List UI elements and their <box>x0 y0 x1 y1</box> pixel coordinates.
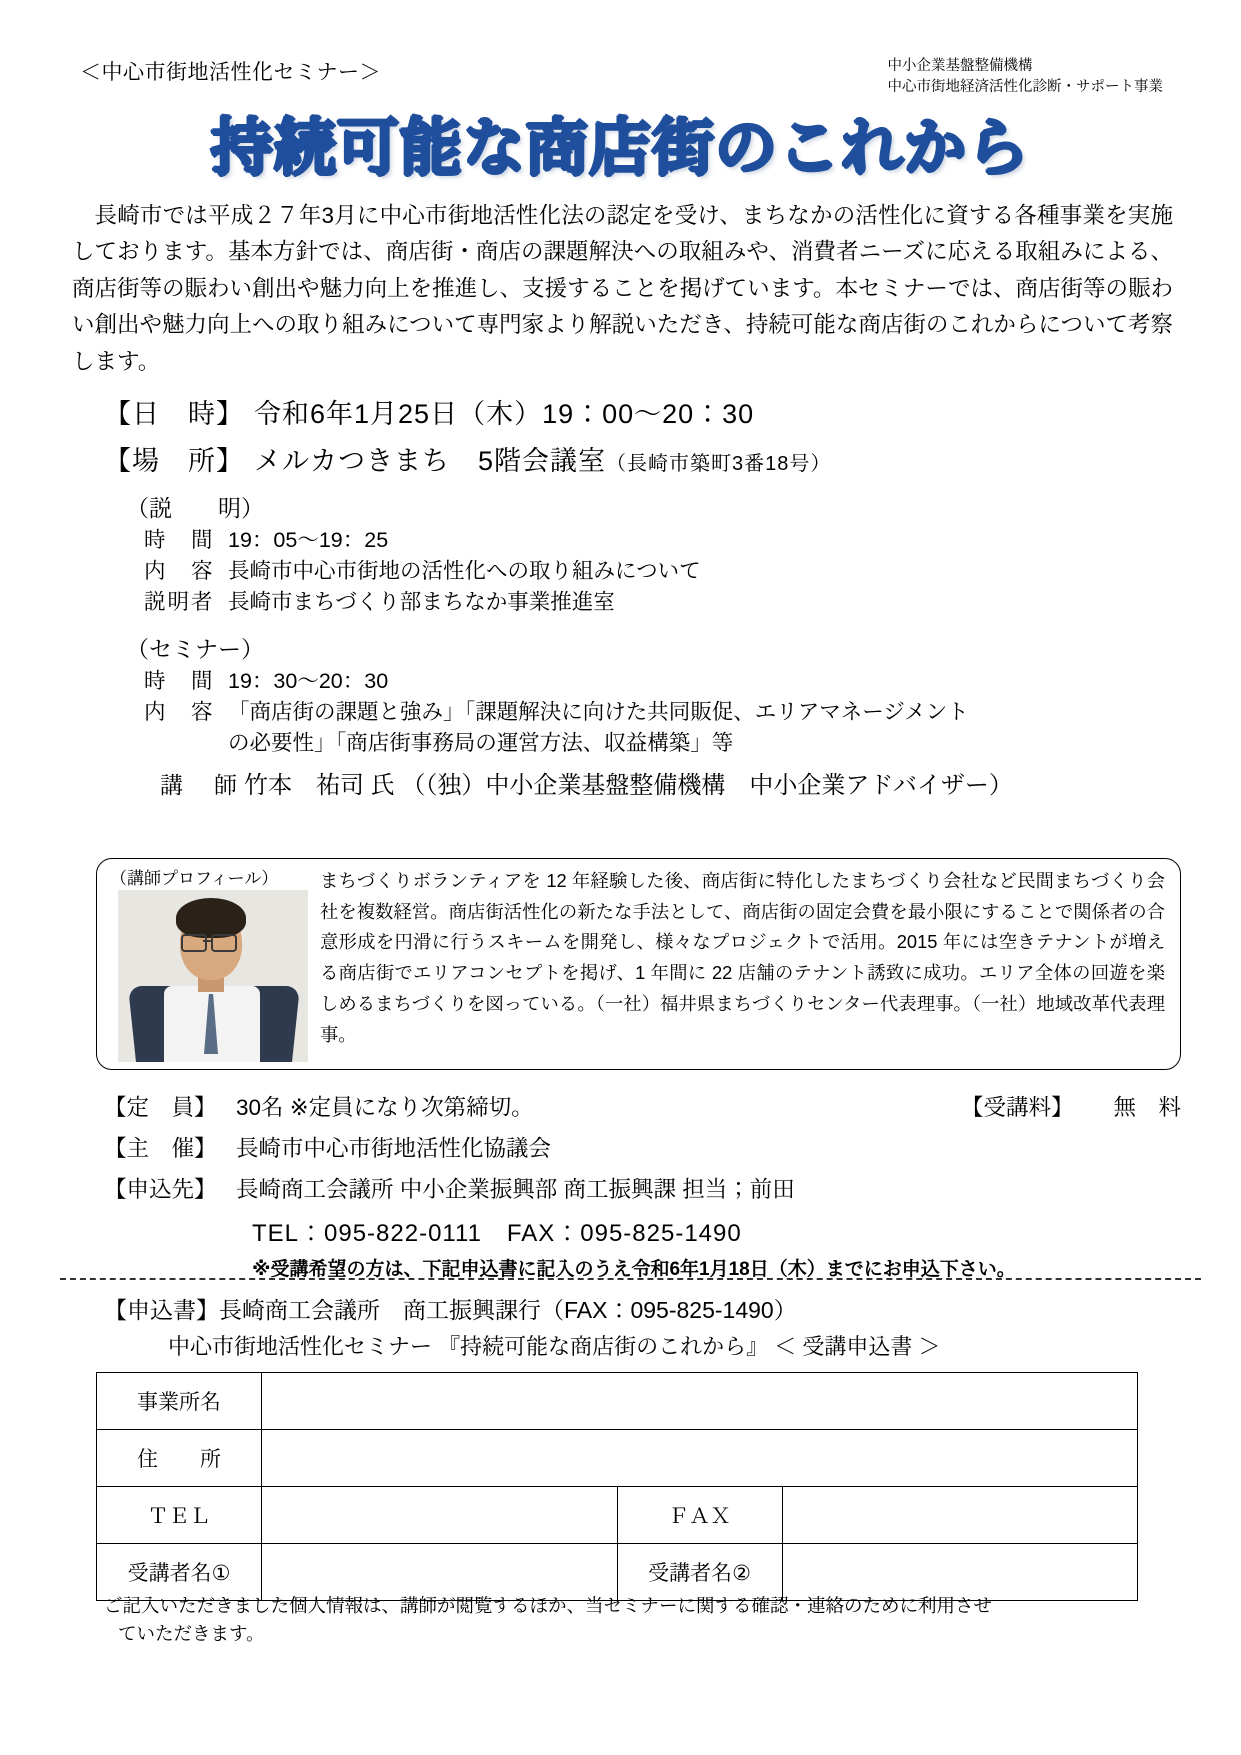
place-value: メルカつきまち 5階会議室 <box>254 446 607 476</box>
section-2-row <box>144 697 1181 728</box>
seminar-tag: ＜中心市街地活性化セミナー＞ <box>80 61 381 84</box>
privacy-footnote-line-1: ご記入いただきました個人情報は、講師が閲覧するほか、当セミナーに関する確認・連絡のために利用させ <box>104 1595 993 1616</box>
section-1-row-key: 説明者 <box>144 590 215 615</box>
section-1-row <box>144 525 1181 556</box>
host-label: 【主 催】 <box>104 1136 217 1161</box>
lecturer-value: 竹本 祐司 氏 （（独）中小企業基盤整備機構 中小企業アドバイザー） <box>244 772 1013 800</box>
section-2-row-key: 時 間 <box>144 668 215 693</box>
organizer-block <box>888 56 1172 98</box>
application-deadline: ※受講希望の方は、下記申込書に記入のうえ令和6年1月18日（木）までにお申込下さい。 <box>252 1259 1016 1280</box>
intro-paragraph: 長崎市では平成２７年3月に中心市街地活性化法の認定を受け、まちなかの活性化に資する各種事業を実施しております。基本方針では、商店街・商店の課題解決への取組みや、消費者ニーズに応える取組みによる、商店街等の賑わい創出や魅力向上を推進し、支援することを掲げています。本セミナーでは、商店街等の賑わい創出や魅力向上への取り組みについて専門家より解説いただき、持続可能な商店街のこれからについて考察します。 <box>72 203 1173 374</box>
section-2-row <box>144 728 1181 759</box>
contact-tel-fax: TEL：095-822-0111 FAX：095-825-1490 <box>252 1220 742 1247</box>
table-row <box>97 1487 1138 1544</box>
section-1-row-key: 時 間 <box>144 528 215 552</box>
cut-line-divider <box>60 1278 1201 1280</box>
section-1-title: （説 明） <box>126 495 264 521</box>
lecturer-row <box>160 765 1181 800</box>
lower-info <box>104 1090 1181 1281</box>
lecturer-photo <box>118 890 308 1062</box>
photo-glasses-bridge <box>203 940 211 942</box>
section-2-row <box>144 666 1181 697</box>
capacity-row <box>104 1090 1181 1122</box>
datetime-value: 令和6年1月25日（木）19：00～20：30 <box>254 399 755 429</box>
section-1-row <box>144 556 1181 587</box>
section-1-row-value: 19：05～19：25 <box>228 528 389 552</box>
attendee1-label: 受講者名① <box>97 1544 262 1601</box>
datetime-label: 【日 時】 <box>104 399 244 429</box>
fee-value: 無 料 <box>1113 1095 1181 1120</box>
header <box>80 56 1171 98</box>
apply-value: 長崎商工会議所 中小企業振興部 商工振興課 担当；前田 <box>236 1177 795 1202</box>
fax-field[interactable] <box>782 1487 1138 1544</box>
profile-text: まちづくりボランティアを 12 年経験した後、商店街に特化したまちづくり会社など民間まちづくり会社を複数経営。商店街活性化の新たな手法として、商店街の固定会費を最小限にすることで関係者の合意形成を円滑に行うスキームを開発し、様々なプロジェクトで活用。2015 年には空きテナントが増える商店街でエリアコンセプトを掲げ、1 年間に 22 店舗のテナント誘致に成功。エリア全体の回遊を楽しめるまちづくりを図っている。（一社）福井県まちづくりセンター代表理事。（一社）地域改革代表理事。 <box>320 870 1165 1045</box>
photo-glasses-right <box>211 934 237 952</box>
photo-hair <box>176 898 246 938</box>
section-1-row-value: 長崎市まちづくり部まちなか事業推進室 <box>228 590 615 615</box>
table-row <box>97 1430 1138 1487</box>
company-name-field[interactable] <box>262 1373 1138 1430</box>
host-value: 長崎市中心市街地活性化協議会 <box>236 1136 552 1161</box>
lecturer-label: 講 師 <box>160 772 241 799</box>
privacy-footnote-line-2: ていただきます。 <box>118 1622 265 1644</box>
capacity-value: 30名 ※定員になり次第締切。 <box>236 1095 534 1120</box>
fee-label: 【受講料】 <box>960 1095 1074 1120</box>
form-heading: 【申込書】長崎商工会議所 商工振興課行（FAX：095-825-1490） <box>104 1297 797 1323</box>
place-label: 【場 所】 <box>104 446 244 476</box>
address-field[interactable] <box>262 1430 1138 1487</box>
address-label: 住 所 <box>97 1430 262 1487</box>
place-row <box>104 439 1181 478</box>
tel-field[interactable] <box>262 1487 618 1544</box>
section-1-row-key: 内 容 <box>144 559 215 584</box>
section-1-row-value: 長崎市中心市街地の活性化への取り組みについて <box>228 559 701 584</box>
section-2-row-key <box>144 728 228 759</box>
privacy-footnote <box>104 1592 1171 1648</box>
section-2-row-value: の必要性」「商店街事務局の運営方法、収益構築」等 <box>228 730 734 755</box>
capacity-label: 【定 員】 <box>104 1095 217 1120</box>
place-note: （長崎市築町3番18号） <box>606 453 832 475</box>
apply-row <box>104 1172 1181 1204</box>
datetime-row <box>104 392 1181 431</box>
tel-label: ＴＥＬ <box>97 1487 262 1544</box>
application-form-table <box>96 1372 1138 1601</box>
form-subheading: 中心市街地活性化セミナー 『持続可能な商店街のこれから』 ＜ 受講申込書 ＞ <box>168 1334 941 1359</box>
company-name-label: 事業所名 <box>97 1373 262 1430</box>
table-row <box>97 1373 1138 1430</box>
section-1-row <box>144 587 1181 618</box>
event-details <box>104 392 1181 800</box>
section-2-title: （セミナー） <box>126 635 264 662</box>
page-title: 持続可能な商店街のこれから <box>210 111 1030 184</box>
host-row <box>104 1131 1181 1163</box>
section-2-row-key: 内 容 <box>144 699 215 724</box>
photo-glasses-left <box>181 934 207 952</box>
section-2-row-value: 19：30～20：30 <box>228 668 389 693</box>
organizer-line-2: 中心市街地経済活性化診断・サポート事業 <box>887 79 1163 96</box>
fax-label: ＦＡＸ <box>617 1487 782 1544</box>
apply-label: 【申込先】 <box>104 1177 217 1202</box>
organizer-line-1: 中小企業基盤整備機構 <box>887 58 1033 74</box>
section-2-row-value: 「商店街の課題と強み」「課題解決に向けた共同販促、エリアマネージメント <box>228 699 969 724</box>
attendee2-label: 受講者名② <box>617 1544 782 1601</box>
profile-label: （講師プロフィール） <box>108 864 280 889</box>
